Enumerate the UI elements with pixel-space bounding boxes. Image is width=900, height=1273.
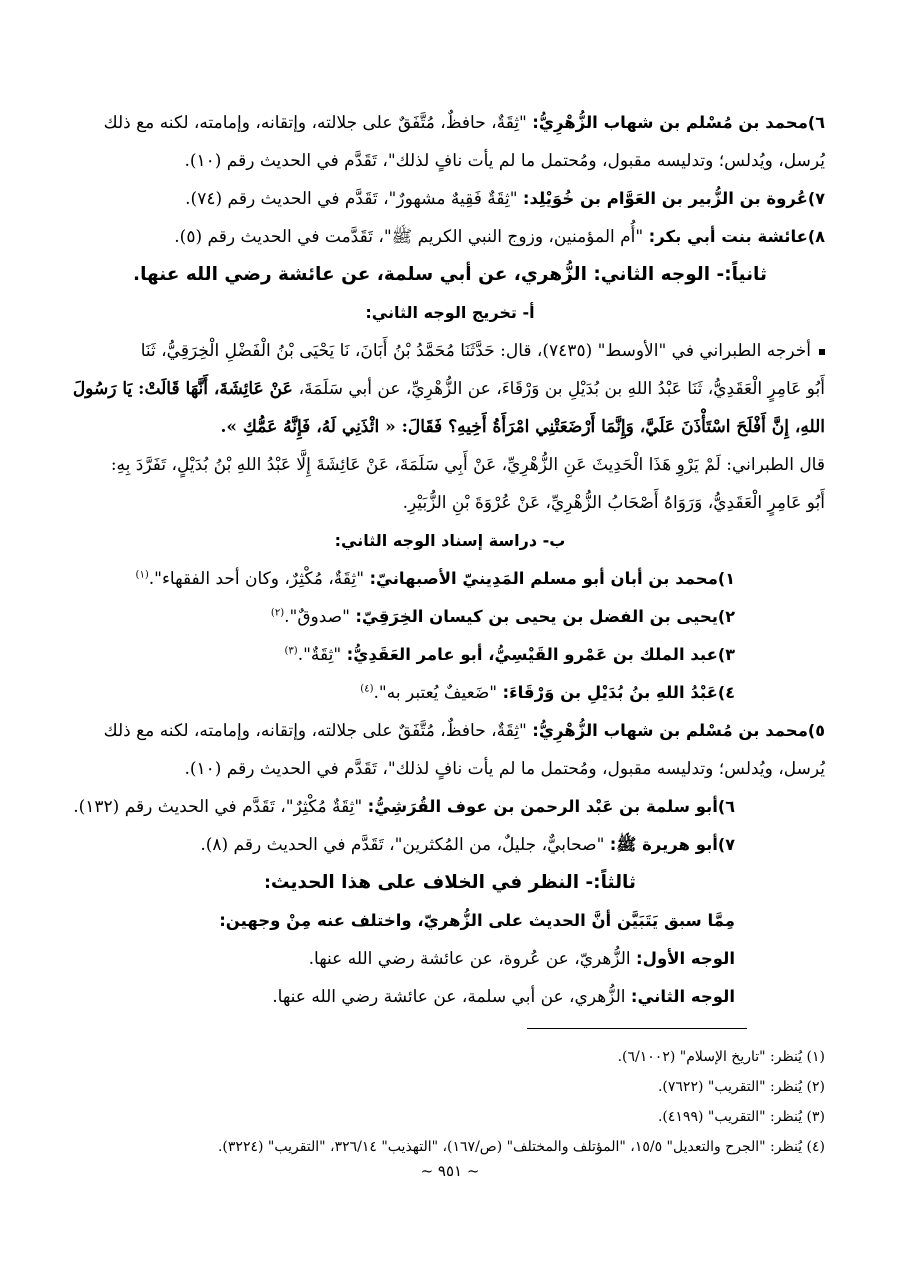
page-number: ~ ٩٥١ ~ bbox=[420, 1162, 480, 1180]
isnad-narrator-4: ٤)عَبْدُ اللهِ بنُ بُدَيْلِ بن وَرْقَاءَ: "ضَعيفٌ يُعتبر به".$^{(٤)}$ bbox=[360, 683, 735, 703]
footnote-3: (٣) يُنظر: "التقريب" (٤١٩٩). bbox=[657, 1109, 825, 1125]
footnote-ref[interactable]: (٤) bbox=[360, 683, 374, 695]
narrator-name: محمد بن مُسْلم بن شهاب الزُّهْرِيُّ: bbox=[532, 113, 808, 132]
footnotes bbox=[75, 1042, 825, 1162]
section-heading-second-way: ثانياً:- الوجه الثاني: الزُّهري، عن أبي سلمة، عن عائشة رضي الله عنها. bbox=[133, 264, 767, 285]
narrator-6-continued: يُرسل، ويُدلس؛ وتدليسه مقبول، ومُحتمل ما لم يأت نافٍ لذلك"، تَقَدَّم في الحديث رقم (١٠). bbox=[184, 151, 825, 171]
narrator-name: عُروة بن الزُّبير بن العَوَّام بن خُوَيْلِد: bbox=[522, 189, 808, 208]
isnad-narrator-5-continued: يُرسل، ويُدلس؛ وتدليسه مقبول، ومُحتمل ما لم يأت نافٍ لذلك"، تَقَدَّم في الحديث رقم (١٠). bbox=[184, 759, 825, 779]
isnad-narrator-3: ٣)عبد الملك بن عَمْرو القَيْسِيُّ، أبو عامر العَقَدِيُّ: "ثِقَةٌ".$^{(٣)}$ bbox=[284, 645, 735, 665]
page-body bbox=[72, 104, 825, 1016]
footnote-ref[interactable]: (١) bbox=[135, 569, 149, 581]
hadith-text: اللهِ، إِنَّ أَفْلَحَ اسْتَأْذَنَ عَلَيَّ، وَإِنَّمَا أَرْضَعَتْنِي امْرَأَةُ أَخِيهِ؟ فَقَالَ: « ائْذَنِي لَهُ، فَإِنَّهُ عَمُّكِ ». bbox=[220, 417, 825, 437]
tabarani-comment-2: أَبُو عَامِرٍ الْعَقَدِيُّ، وَرَوَاهُ أَصْحَابُ الزُّهْرِيِّ، عَنْ عُرْوَةَ بْنِ الزُّبَيْرِ. bbox=[402, 493, 825, 513]
section-heading-third: ثالثاً:- النظر في الخلاف على هذا الحديث: bbox=[264, 872, 636, 893]
narrator-6-zuhri: ٦)محمد بن مُسْلم بن شهاب الزُّهْرِيُّ: "ثِقَةٌ، حافظٌ، مُتَّفَقٌ على جلالته، وإتقانه، وإمامته، لكنه مع ذلك bbox=[103, 113, 825, 133]
footnote-2: (٢) يُنظر: "التقريب" (٧٦٢٢). bbox=[657, 1079, 825, 1095]
isnad-narrator-7: ٧)أبو هريرة ﷺ: "صحابيٌّ، جليلٌ، من المُكثرين"، تَقَدَّم في الحديث رقم (٨). bbox=[200, 835, 735, 855]
narrator-name: عائشة بنت أبي بكر: bbox=[648, 227, 808, 246]
isnad-narrator-1: ١)محمد بن أبان أبو مسلم المَدِينيّ الأصبهانيّ: "ثِقَةٌ، مُكْثِرٌ، وكان أحد الفقهاء".$^{(١)}$ bbox=[135, 569, 735, 589]
bullet-icon bbox=[819, 349, 825, 355]
footnote-ref[interactable]: (٢) bbox=[270, 607, 285, 619]
conclusion-way-2: الوجه الثاني: الزُّهري، عن أبي سلمة، عن عائشة رضي الله عنها. bbox=[272, 987, 735, 1007]
footnote-4: (٤) يُنظر: "الجرح والتعديل" ١٥/٥، "المؤتلف والمختلف" (ص/١٦٧)، "التهذيب" ٣٢٦/١٤، "التقريب" (٣٢٢٤). bbox=[217, 1139, 825, 1155]
subheading-takhrij: أ- تخريج الوجه الثاني: bbox=[365, 303, 535, 322]
isnad-narrator-5: ٥)محمد بن مُسْلم بن شهاب الزُّهْرِيُّ: "ثِقَةٌ، حافظٌ، مُتَّفَقٌ على جلالته، وإتقانه، وإمامته، لكنه مع ذلك bbox=[103, 721, 825, 741]
takhrij-line-2: أَبُو عَامِرٍ الْعَقَدِيُّ، ثَنَا عَبْدُ اللهِ بن بُدَيْلِ بن وَرْقَاءَ، عن الزُّهْرِيِّ، عن أبي سَلَمَةَ، عَنْ عَائِشَةَ، أَنَّهَا قَالَتْ: يَا رَسُولَ bbox=[72, 379, 825, 399]
isnad-narrator-2: ٢)يحيى بن الفضل بن يحيى بن كيسان الخِرَقِيّ: "صدوقٌ".$^{(٢)}$ bbox=[270, 607, 735, 627]
tabarani-comment-1: قال الطبراني: لَمْ يَرْوِ هَذَا الْحَدِيثَ عَنِ الزُّهْرِيِّ، عَنْ أَبِي سَلَمَةَ، عَنْ عَائِشَةَ إِلَّا عَبْدُ اللهِ بْنُ بُدَيْلٍ، تَفَرَّدَ بِهِ: bbox=[110, 455, 825, 475]
narrator-7-urwa: ٧)عُروة بن الزُّبير بن العَوَّام بن خُوَيْلِد: "ثِقَةٌ فَقِيهٌ مشهورٌ"، تَقَدَّم في الحديث رقم (٧٤). bbox=[185, 189, 825, 209]
subheading-isnad-study: ب- دراسة إسناد الوجه الثاني: bbox=[334, 531, 566, 550]
footnote-divider bbox=[527, 1028, 747, 1029]
conclusion-way-1: الوجه الأول: الزُّهريّ، عن عُروة، عن عائشة رضي الله عنها. bbox=[308, 949, 735, 969]
footnote-ref[interactable]: (٣) bbox=[284, 645, 298, 657]
narrator-8-aisha: ٨)عائشة بنت أبي بكر: "أُم المؤمنين، وزوج النبي الكريم ﷺ"، تَقَدَّمت في الحديث رقم (٥). bbox=[174, 227, 825, 247]
footnote-1: (١) يُنظر: "تاريخ الإسلام" (٦/١٠٠٢). bbox=[617, 1049, 825, 1065]
isnad-narrator-6: ٦)أبو سلمة بن عَبْد الرحمن بن عوف القُرَشِيُّ: "ثِقَةٌ مُكْثِرٌ"، تَقَدَّم في الحديث رقم (١٣٢). bbox=[73, 797, 735, 817]
conclusion-intro: مِمَّا سبق يَتَبَيَّن أنَّ الحديث على الزُّهريّ، واختلف عنه مِنْ وجهين: bbox=[219, 911, 735, 930]
takhrij-line-1: أخرجه الطبراني في "الأوسط" (٧٤٣٥)، قال: حَدَّثَنَا مُحَمَّدُ بْنُ أَبَانَ، نَا يَحْيَى بْنُ الْفَضْلِ الْخِرَقِيُّ، ثَنَا bbox=[75, 332, 825, 370]
